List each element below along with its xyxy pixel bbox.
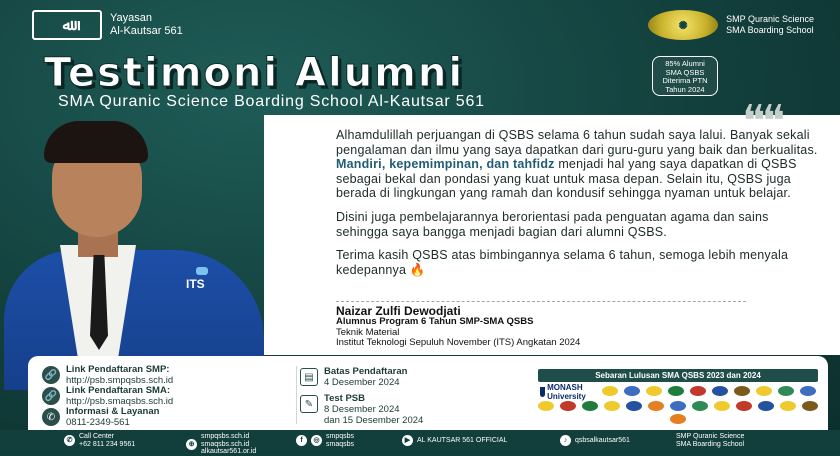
footer-school-line1: SMP Quranic Science bbox=[676, 433, 745, 440]
foundation-brand bbox=[32, 10, 183, 40]
name-divider bbox=[336, 301, 746, 302]
university-logo-icon bbox=[802, 401, 818, 411]
highlight-text: Mandiri, kepemimpinan, dan tahfidz bbox=[336, 157, 555, 172]
youtube-icon: ▶ bbox=[402, 435, 413, 446]
sma-registration[interactable] bbox=[42, 385, 173, 407]
university-logo-icon bbox=[626, 401, 642, 411]
its-logo-icon bbox=[196, 267, 208, 275]
university-logo-icon bbox=[756, 386, 772, 396]
website-3[interactable]: alkautsar561.or.id bbox=[201, 448, 257, 455]
paragraph-1-part-b: menjadi hal yang saya dapatkan di QSBS sebagai bekal dan pondasi yang kuat untuk masa depan. Selain itu, QSBS juga berada di lingkungan yang ramah dan kondusif sehingga nyaman untuk belajar. bbox=[336, 157, 797, 201]
paragraph-1-part-a: Alhamdulillah perjuangan di QSBS selama 6 tahun sudah saya lalui. Banyak sekali pengalaman dan ilmu yang saya dapatkan dari guru-guru yang baik dan berkualitas. bbox=[336, 128, 818, 157]
smp-registration-label: Link Pendaftaran SMP: bbox=[66, 364, 170, 375]
call-center-number: +62 811 234 9561 bbox=[79, 440, 136, 448]
university-logo-icon bbox=[668, 386, 684, 396]
whatsapp-icon: ✆ bbox=[64, 435, 75, 446]
graduate-distribution-title: Sebaran Lulusan SMA QSBS 2023 dan 2024 bbox=[538, 369, 818, 382]
university-logo-icon bbox=[646, 386, 662, 396]
footer-instagram[interactable] bbox=[296, 433, 354, 448]
document-icon: ✎ bbox=[300, 395, 318, 413]
badge-line4: Tahun 2024 bbox=[665, 84, 705, 94]
footer-websites[interactable] bbox=[186, 433, 256, 456]
university-logo-icon bbox=[648, 401, 664, 411]
acceptance-badge bbox=[652, 56, 718, 96]
smp-registration[interactable] bbox=[42, 364, 173, 386]
foundation-name bbox=[110, 12, 183, 38]
testimonial-text bbox=[336, 128, 822, 286]
school-name bbox=[726, 14, 814, 36]
sma-registration-url[interactable]: http://psb.smaqsbs.sch.id bbox=[66, 396, 174, 407]
page-subtitle: SMA Quranic Science Boarding School Al-Kautsar 561 bbox=[58, 93, 485, 110]
instagram-2[interactable]: smaqsbs bbox=[326, 440, 355, 448]
university-logo-icon bbox=[602, 386, 618, 396]
university-logos bbox=[538, 383, 818, 424]
youtube-channel[interactable]: AL KAUTSAR 561 OFFICIAL bbox=[417, 436, 508, 444]
footer-school-brand bbox=[676, 433, 744, 448]
shield-icon bbox=[540, 387, 545, 397]
foundation-name-line2: Al-Kautsar 561 bbox=[110, 25, 183, 37]
alumni-program: Alumnus Program 6 Tahun SMP-SMA QSBS bbox=[336, 316, 534, 327]
university-logo-icon bbox=[690, 386, 706, 396]
facebook-icon: f bbox=[296, 435, 307, 446]
its-logo-text: ITS bbox=[186, 277, 205, 291]
university-logo-icon bbox=[582, 401, 598, 411]
school-name-line1: SMP Quranic Science bbox=[726, 14, 814, 24]
hair-shape bbox=[44, 121, 148, 163]
alumni-name: Naizar Zulfi Dewodjati bbox=[336, 304, 461, 318]
alumni-major: Teknik Material bbox=[336, 327, 400, 338]
call-center-label: Call Center bbox=[79, 433, 115, 440]
university-logo-icon bbox=[604, 401, 620, 411]
footer-school-line2: SMA Boarding School bbox=[676, 440, 745, 448]
deadline-label: Batas Pendaftaran bbox=[324, 366, 408, 377]
university-logo-icon bbox=[670, 414, 686, 424]
badge-line1: 85% Alumni bbox=[665, 59, 705, 68]
foundation-name-line1: Yayasan bbox=[110, 12, 152, 24]
page-title: Testimoni Alumni bbox=[44, 50, 465, 96]
test-label: Test PSB bbox=[324, 393, 366, 404]
test-date-1: 8 Desember 2024 bbox=[324, 404, 400, 415]
school-brand bbox=[648, 10, 814, 40]
university-logo-icon bbox=[714, 401, 730, 411]
university-logo-icon bbox=[624, 386, 640, 396]
instagram-icon: ◎ bbox=[311, 435, 322, 446]
monash-logo bbox=[540, 383, 596, 401]
whatsapp-icon: ✆ bbox=[42, 408, 60, 426]
website-2[interactable]: smaqsbs.sch.id bbox=[201, 440, 250, 448]
contact-phone[interactable]: 0811-2349-561 bbox=[66, 417, 130, 428]
university-logo-icon bbox=[778, 386, 794, 396]
info-divider bbox=[296, 366, 297, 424]
quote-icon: ❝❝ bbox=[742, 96, 782, 147]
university-logo-icon bbox=[758, 401, 774, 411]
foundation-logo-icon: ﷲ bbox=[32, 10, 102, 40]
university-logo-icon bbox=[560, 401, 576, 411]
registration-deadline bbox=[300, 366, 407, 388]
badge-line2: SMA QSBS bbox=[665, 67, 705, 77]
sma-registration-label: Link Pendaftaran SMA: bbox=[66, 385, 170, 396]
link-icon: 🔗 bbox=[42, 387, 60, 405]
testimonial-paragraph-1 bbox=[336, 128, 822, 201]
website-1[interactable]: smpqsbs.sch.id bbox=[201, 433, 250, 440]
smp-registration-url[interactable]: http://psb.smpqsbs.sch.id bbox=[66, 375, 174, 386]
university-logo-icon bbox=[780, 401, 796, 411]
tiktok-handle[interactable]: qsbsalkautsar561 bbox=[575, 436, 630, 444]
footer-call-center[interactable] bbox=[64, 433, 135, 448]
tiktok-icon: ♪ bbox=[560, 435, 571, 446]
university-logo-icon bbox=[736, 401, 752, 411]
university-logo-icon bbox=[538, 401, 554, 411]
its-jacket-logo bbox=[186, 267, 208, 291]
university-logo-icon bbox=[712, 386, 728, 396]
contact-label: Informasi & Layanan bbox=[66, 406, 160, 417]
globe-icon: ⊕ bbox=[186, 439, 197, 450]
university-logo-icon bbox=[800, 386, 816, 396]
alumni-photo bbox=[0, 115, 300, 360]
footer-bar bbox=[0, 430, 840, 455]
test-date-2: dan 15 Desember 2024 bbox=[324, 415, 424, 426]
school-name-line2: SMA Boarding School bbox=[726, 25, 814, 35]
contact-info[interactable] bbox=[42, 406, 159, 428]
footer-youtube[interactable] bbox=[402, 435, 507, 446]
university-logo-icon bbox=[692, 401, 708, 411]
testimonial-paragraph-3: Terima kasih QSBS atas bimbingannya selama 6 tahun, semoga lebih menyala kedepannya 🔥 bbox=[336, 248, 789, 277]
testimonial-paragraph-2: Disini juga pembelajarannya berorientasi pada penguatan agama dan sains sehingga saya bangga menjadi bagian dari alumni QSBS. bbox=[336, 209, 769, 239]
university-logo-icon bbox=[670, 401, 686, 411]
alumni-institution: Institut Teknologi Sepuluh November (ITS) Angkatan 2024 bbox=[336, 337, 581, 348]
test-schedule bbox=[300, 393, 423, 426]
monash-text: MONASH University bbox=[547, 383, 586, 401]
university-logo-icon bbox=[734, 386, 750, 396]
footer-tiktok[interactable] bbox=[560, 435, 630, 446]
instagram-1[interactable]: smpqsbs bbox=[326, 433, 355, 440]
info-panel bbox=[28, 356, 828, 430]
deadline-date: 4 Desember 2024 bbox=[324, 377, 400, 388]
school-emblem-icon: ✺ bbox=[648, 10, 718, 40]
link-icon: 🔗 bbox=[42, 366, 60, 384]
calendar-icon: ▤ bbox=[300, 368, 318, 386]
badge-line3: Diterima PTN bbox=[662, 76, 708, 85]
